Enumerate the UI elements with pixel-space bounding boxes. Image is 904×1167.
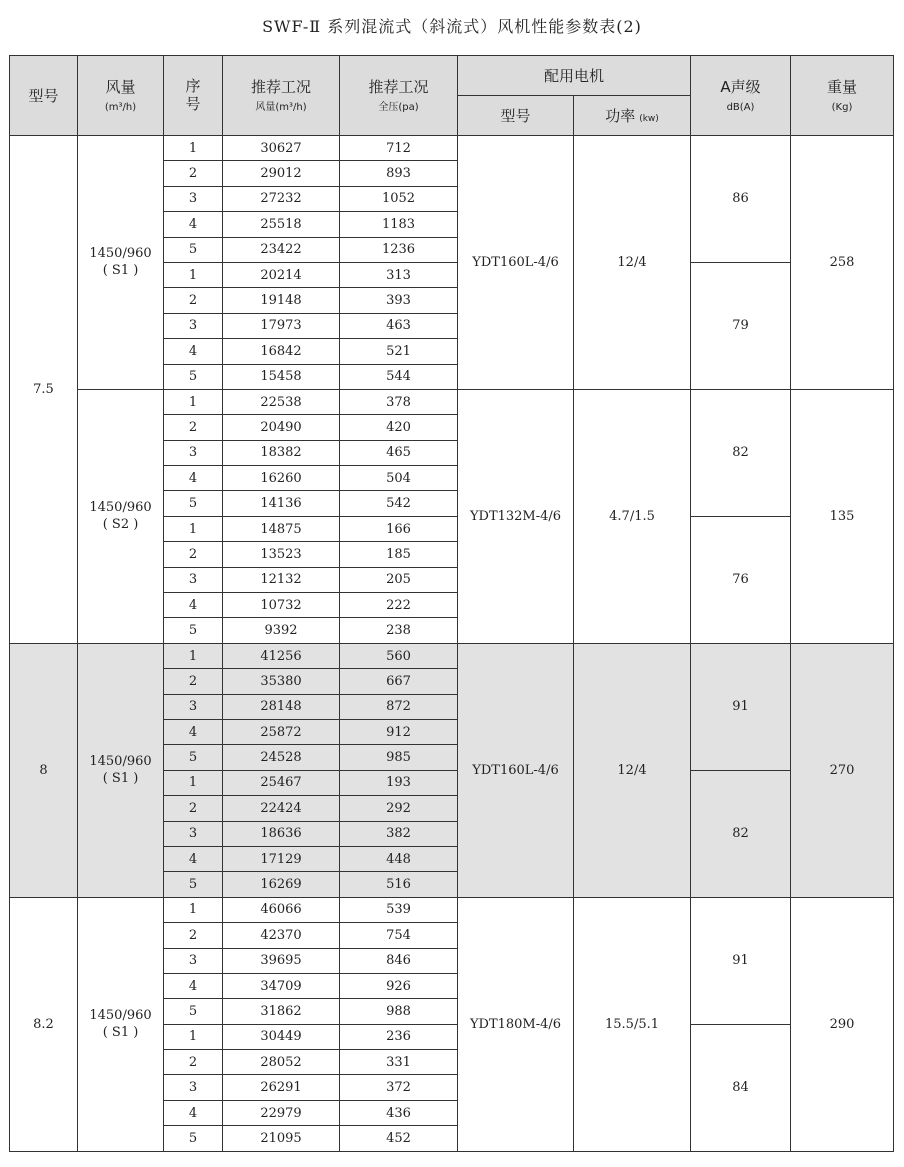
pressure-cell: 393 [340,288,458,313]
header-noise-unit: dB(A) [726,101,755,113]
flow-cell: 12132 [223,567,340,592]
flow-cell: 22979 [223,1100,340,1125]
header-motor-model: 型号 [458,96,574,136]
seq-cell: 3 [164,694,223,719]
pressure-cell: 985 [340,745,458,770]
speed-value: 1450/960 [89,246,152,262]
pressure-cell: 560 [340,643,458,668]
pressure-cell: 1236 [340,237,458,262]
pressure-cell: 667 [340,669,458,694]
series-value: ( S1 ) [102,263,139,279]
flow-cell: 24528 [223,745,340,770]
seq-cell: 2 [164,923,223,948]
header-noise: A声级 dB(A) [691,56,791,136]
seq-cell: 2 [164,669,223,694]
seq-cell: 2 [164,796,223,821]
flow-cell: 16269 [223,872,340,897]
flow-cell: 15458 [223,364,340,389]
flow-cell: 14136 [223,491,340,516]
table-row [10,897,894,922]
seq-cell: 5 [164,872,223,897]
model-cell: 8.2 [10,897,78,1151]
seq-cell: 1 [164,897,223,922]
speed-value: 1450/960 [89,500,152,516]
flow-cell: 22538 [223,389,340,414]
motor-model-cell: YDT160L-4/6 [458,643,574,897]
flow-cell: 22424 [223,796,340,821]
pressure-cell: 420 [340,415,458,440]
seq-cell: 2 [164,161,223,186]
flow-cell: 25518 [223,212,340,237]
pressure-cell: 912 [340,719,458,744]
noise-cell-high: 91 [691,643,791,770]
seq-cell: 2 [164,288,223,313]
flow-cell: 31862 [223,999,340,1024]
seq-cell: 1 [164,516,223,541]
table-body [10,136,894,1152]
model-cell: 7.5 [10,136,78,644]
pressure-cell: 205 [340,567,458,592]
pressure-cell: 382 [340,821,458,846]
seq-cell: 4 [164,846,223,871]
seq-cell: 4 [164,593,223,618]
flow-cell: 20490 [223,415,340,440]
pressure-cell: 465 [340,440,458,465]
header-rec-flow: 推荐工况 风量(m³/h) [223,56,340,136]
motor-model-cell: YDT180M-4/6 [458,897,574,1151]
seq-cell: 3 [164,1075,223,1100]
seq-cell: 5 [164,237,223,262]
seq-cell: 2 [164,1050,223,1075]
series-value: ( S1 ) [102,1025,139,1041]
motor-power-cell: 15.5/5.1 [574,897,691,1151]
seq-cell: 3 [164,186,223,211]
motor-power-cell: 12/4 [574,136,691,390]
pressure-cell: 185 [340,542,458,567]
noise-cell-high: 86 [691,136,791,263]
pressure-cell: 926 [340,973,458,998]
pressure-cell: 236 [340,1024,458,1049]
header-speed: 风量 (m³/h) [78,56,164,136]
pressure-cell: 463 [340,313,458,338]
pressure-cell: 448 [340,846,458,871]
flow-cell: 25872 [223,719,340,744]
pressure-cell: 372 [340,1075,458,1100]
pressure-cell: 516 [340,872,458,897]
seq-cell: 5 [164,491,223,516]
flow-cell: 13523 [223,542,340,567]
flow-cell: 23422 [223,237,340,262]
flow-cell: 42370 [223,923,340,948]
flow-cell: 30627 [223,136,340,161]
pressure-cell: 988 [340,999,458,1024]
flow-cell: 10732 [223,593,340,618]
seq-cell: 5 [164,364,223,389]
seq-cell: 3 [164,821,223,846]
pressure-cell: 872 [340,694,458,719]
pressure-cell: 893 [340,161,458,186]
pressure-cell: 331 [340,1050,458,1075]
noise-cell-low: 79 [691,262,791,389]
speed-value: 1450/960 [89,1008,152,1024]
performance-table [9,55,894,1152]
seq-cell: 3 [164,313,223,338]
flow-cell: 18636 [223,821,340,846]
weight-cell: 290 [791,897,894,1151]
flow-cell: 18382 [223,440,340,465]
noise-cell-low: 82 [691,770,791,897]
model-cell: 8 [10,643,78,897]
header-model: 型号 [10,56,78,136]
seq-cell: 5 [164,1126,223,1151]
pressure-cell: 846 [340,948,458,973]
flow-cell: 9392 [223,618,340,643]
flow-cell: 34709 [223,973,340,998]
speed-cell [78,643,164,897]
pressure-cell: 521 [340,339,458,364]
header-rec-flow-unit: 风量(m³/h) [255,101,307,113]
pressure-cell: 504 [340,466,458,491]
seq-cell: 3 [164,567,223,592]
pressure-cell: 1183 [340,212,458,237]
flow-cell: 26291 [223,1075,340,1100]
seq-cell: 3 [164,440,223,465]
pressure-cell: 452 [340,1126,458,1151]
seq-cell: 4 [164,973,223,998]
seq-cell: 3 [164,948,223,973]
header-motor-power: 功率 (kw) [574,96,691,136]
pressure-cell: 542 [340,491,458,516]
seq-cell: 5 [164,745,223,770]
header-speed-unit: (m³/h) [104,101,137,113]
pressure-cell: 1052 [340,186,458,211]
flow-cell: 25467 [223,770,340,795]
flow-cell: 30449 [223,1024,340,1049]
header-weight: 重量 (Kg) [791,56,894,136]
seq-cell: 2 [164,542,223,567]
table-header [10,56,894,136]
flow-cell: 28148 [223,694,340,719]
flow-cell: 16260 [223,466,340,491]
table-row [10,389,894,414]
pressure-cell: 712 [340,136,458,161]
flow-cell: 27232 [223,186,340,211]
seq-cell: 4 [164,339,223,364]
series-value: ( S2 ) [102,517,139,533]
flow-cell: 21095 [223,1126,340,1151]
weight-cell: 135 [791,389,894,643]
flow-cell: 35380 [223,669,340,694]
page-title: SWF-Ⅱ 系列混流式（斜流式）风机性能参数表(2) [262,17,642,36]
seq-cell: 4 [164,719,223,744]
weight-cell: 258 [791,136,894,390]
seq-cell: 1 [164,136,223,161]
flow-cell: 28052 [223,1050,340,1075]
header-motor-power-unit: (kw) [639,113,659,124]
seq-cell: 1 [164,262,223,287]
flow-cell: 20214 [223,262,340,287]
seq-cell: 1 [164,389,223,414]
pressure-cell: 193 [340,770,458,795]
pressure-cell: 222 [340,593,458,618]
flow-cell: 41256 [223,643,340,668]
series-value: ( S1 ) [102,771,139,787]
seq-cell: 2 [164,415,223,440]
seq-cell: 4 [164,212,223,237]
pressure-cell: 313 [340,262,458,287]
motor-power-cell: 12/4 [574,643,691,897]
speed-value: 1450/960 [89,754,152,770]
flow-cell: 19148 [223,288,340,313]
speed-cell [78,136,164,390]
seq-cell: 4 [164,1100,223,1125]
header-seq: 序号 [164,56,223,136]
motor-model-cell: YDT160L-4/6 [458,136,574,390]
flow-cell: 16842 [223,339,340,364]
flow-cell: 17973 [223,313,340,338]
seq-cell: 1 [164,770,223,795]
motor-power-cell: 4.7/1.5 [574,389,691,643]
flow-cell: 39695 [223,948,340,973]
seq-cell: 5 [164,618,223,643]
noise-cell-high: 91 [691,897,791,1024]
seq-cell: 1 [164,643,223,668]
table-row [10,136,894,161]
header-motor: 配用电机 [458,56,691,96]
header-rec-pressure: 推荐工况 全压(pa) [340,56,458,136]
seq-cell: 4 [164,466,223,491]
flow-cell: 17129 [223,846,340,871]
header-rec-pressure-unit: 全压(pa) [378,101,419,113]
flow-cell: 46066 [223,897,340,922]
header-weight-unit: (Kg) [831,101,853,113]
pressure-cell: 378 [340,389,458,414]
seq-cell: 1 [164,1024,223,1049]
seq-cell: 5 [164,999,223,1024]
pressure-cell: 166 [340,516,458,541]
pressure-cell: 544 [340,364,458,389]
noise-cell-low: 84 [691,1024,791,1151]
motor-model-cell: YDT132M-4/6 [458,389,574,643]
pressure-cell: 754 [340,923,458,948]
weight-cell: 270 [791,643,894,897]
noise-cell-high: 82 [691,389,791,516]
table-row [10,643,894,668]
noise-cell-low: 76 [691,516,791,643]
speed-cell [78,897,164,1151]
pressure-cell: 436 [340,1100,458,1125]
pressure-cell: 292 [340,796,458,821]
flow-cell: 29012 [223,161,340,186]
pressure-cell: 539 [340,897,458,922]
flow-cell: 14875 [223,516,340,541]
pressure-cell: 238 [340,618,458,643]
speed-cell [78,389,164,643]
